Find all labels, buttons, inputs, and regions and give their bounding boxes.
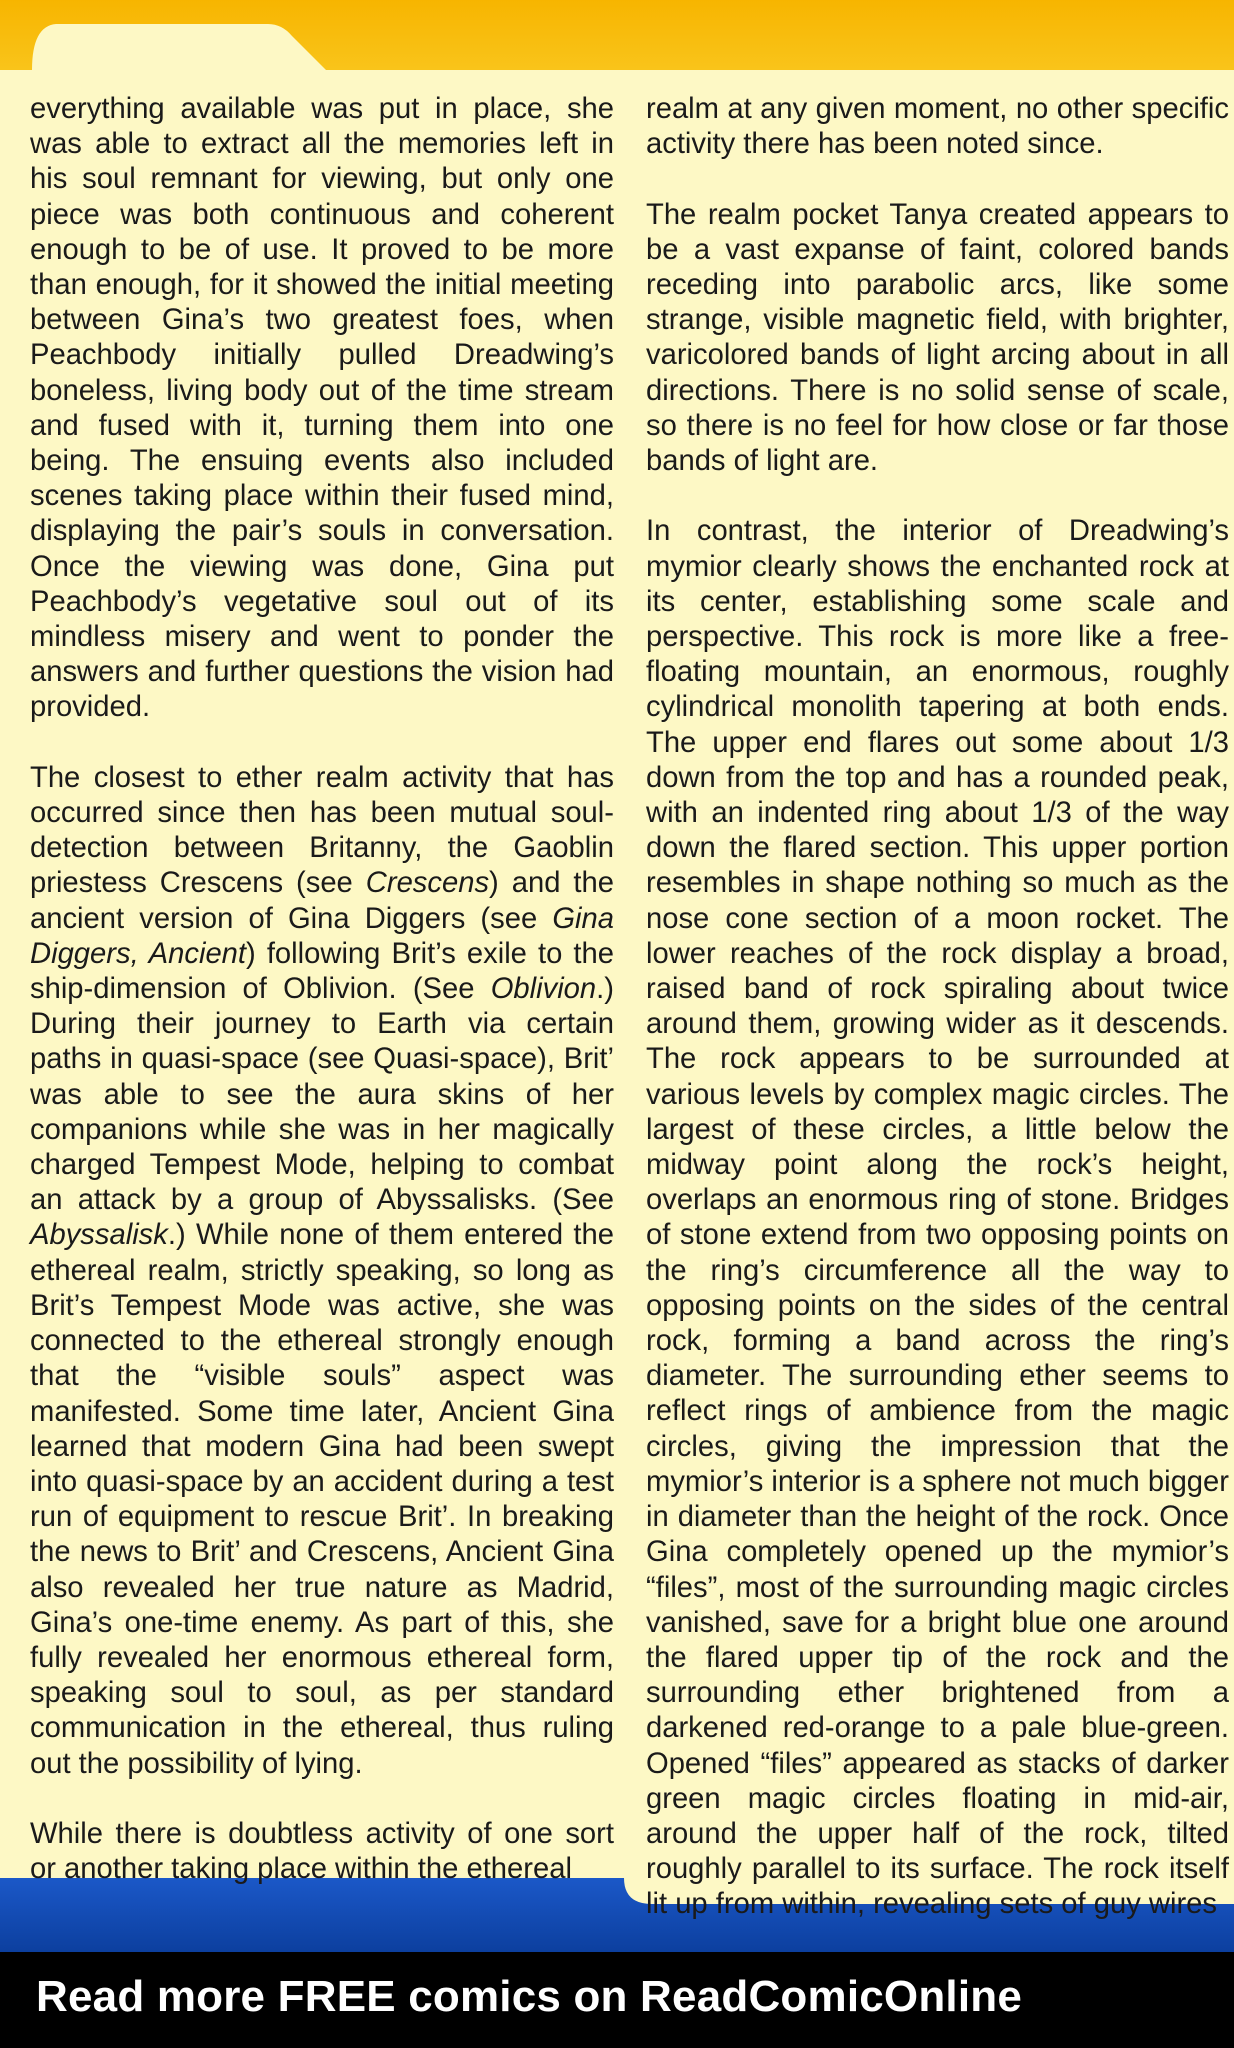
right-text-column <box>646 92 1229 1923</box>
left-text-column <box>30 92 614 1887</box>
cross-reference: Oblivion <box>490 973 597 1006</box>
paragraph: In contrast, the interior of Dreadwing’s mymior clearly shows the enchanted rock at its center, establishing some scale and perspective. This rock is more like a free-floating mountain, an enormous, roughly cylindrical monolith tapering at both ends. The upper end flares out some about 1/3 down from the top and has a rounded peak, with an indented ring about 1/3 of the way down the flared section. This upper portion resembles in shape nothing so much as the nose cone section of a moon rocket. The lower reaches of the rock display a broad, raised band of rock spiraling about twice around them, growing wider as it descends. The rock appears to be surrounded at various levels by complex magic circles. The largest of these circles, a little below the midway point along the rock’s height, overlaps an enormous ring of stone. Bridges of stone extend from two opposing points on the ring’s circumference all the way to opposing points on the sides of the central rock, forming a band across the ring’s diameter. The surrounding ether seems to reflect rings of ambience from the magic circles, giving the impression that the mymior’s interior is a sphere not much bigger in diameter than the height of the rock. Once Gina completely opened up the mymior’s “files”, most of the surrounding magic circles vanished, save for a bright blue one around the flared upper tip of the rock and the surrounding ether brightened from a darkened red-orange to a pale blue-green. Opened “files” appeared as stacks of darker green magic circles floating in mid-air, around the upper half of the rock, tilted roughly parallel to its surface. The rock itself lit up from within, revealing sets of guy wires <box>646 515 1229 1921</box>
paragraph: everything available was put in place, she was able to extract all the memories left in his soul remnant for viewing, but only one piece was both continuous and coherent enough to be of use. It proved to be more than enough, for it showed the initial meeting between Gina’s two greatest foes, when Peachbody initially pulled Dreadwing’s boneless, living body out of the time stream and fused with it, turning them into one being. The ensuing events also included scenes taking place within their fused mind, displaying the pair’s souls in conversation. Once the viewing was done, Gina put Peachbody’s vegetative soul out of its mindless misery and went to ponder the answers and further questions the vision had provided. <box>30 93 614 724</box>
text-run: The closest to ether realm activity that has occurred since then has been mutual soul-detection between Britanny, the Gaoblin priestess Crescens (see <box>30 761 614 900</box>
cross-reference: Crescens <box>365 867 490 900</box>
cross-reference: Abyssalisk <box>30 1219 168 1252</box>
text-run: ) and the ancient version of Gina Diggers (see <box>30 867 614 935</box>
top-tab-shape <box>0 0 1234 90</box>
paragraph: The realm pocket Tanya created appears to be a vast expanse of faint, colored bands receding into parabolic arcs, like some strange, visible magnetic field, with brighter, varicolored bands of light arcing about in all directions. There is no solid sense of scale, so there is no feel for how close or far those bands of light are. <box>646 198 1229 478</box>
text-run: ) following Brit’s exile to the ship-dimension of Oblivion. (See <box>30 937 614 1006</box>
paragraph: While there is doubtless activity of one sort or another taking place within the ethereal <box>30 1817 614 1886</box>
text-run: .) While none of them entered the ethereal realm, strictly speaking, so long as Brit’s Tempest Mode was active, she was connected to the ethereal strongly enough that the “visible souls” aspect was manifested. Some time later, Ancient Gina learned that modern Gina had been swept into quasi-space by an accident during a test run of equipment to rescue Brit’. In breaking the news to Brit’ and Crescens, Ancient Gina also revealed her true nature as Madrid, Gina’s one-time enemy. As part of this, she fully revealed her enormous ethereal form, speaking soul to soul, as per standard communication in the ethereal, thus ruling out the possibility of lying. <box>30 1219 614 1780</box>
paragraph: realm at any given moment, no other specific activity there has been noted since. <box>646 93 1229 161</box>
paragraph <box>30 761 614 1782</box>
text-run: .) During their journey to Earth via certain paths in quasi-space (see Quasi-space), Brit’ was able to see the aura skins of her companions while she was in her magically charged Tempest Mode, helping to combat an attack by a group of Abyssalisks. (See <box>30 973 614 1217</box>
footer-banner-text: Read more FREE comics on ReadComicOnline <box>36 1972 1023 2021</box>
cross-reference: Gina Diggers, Ancient <box>30 902 614 970</box>
